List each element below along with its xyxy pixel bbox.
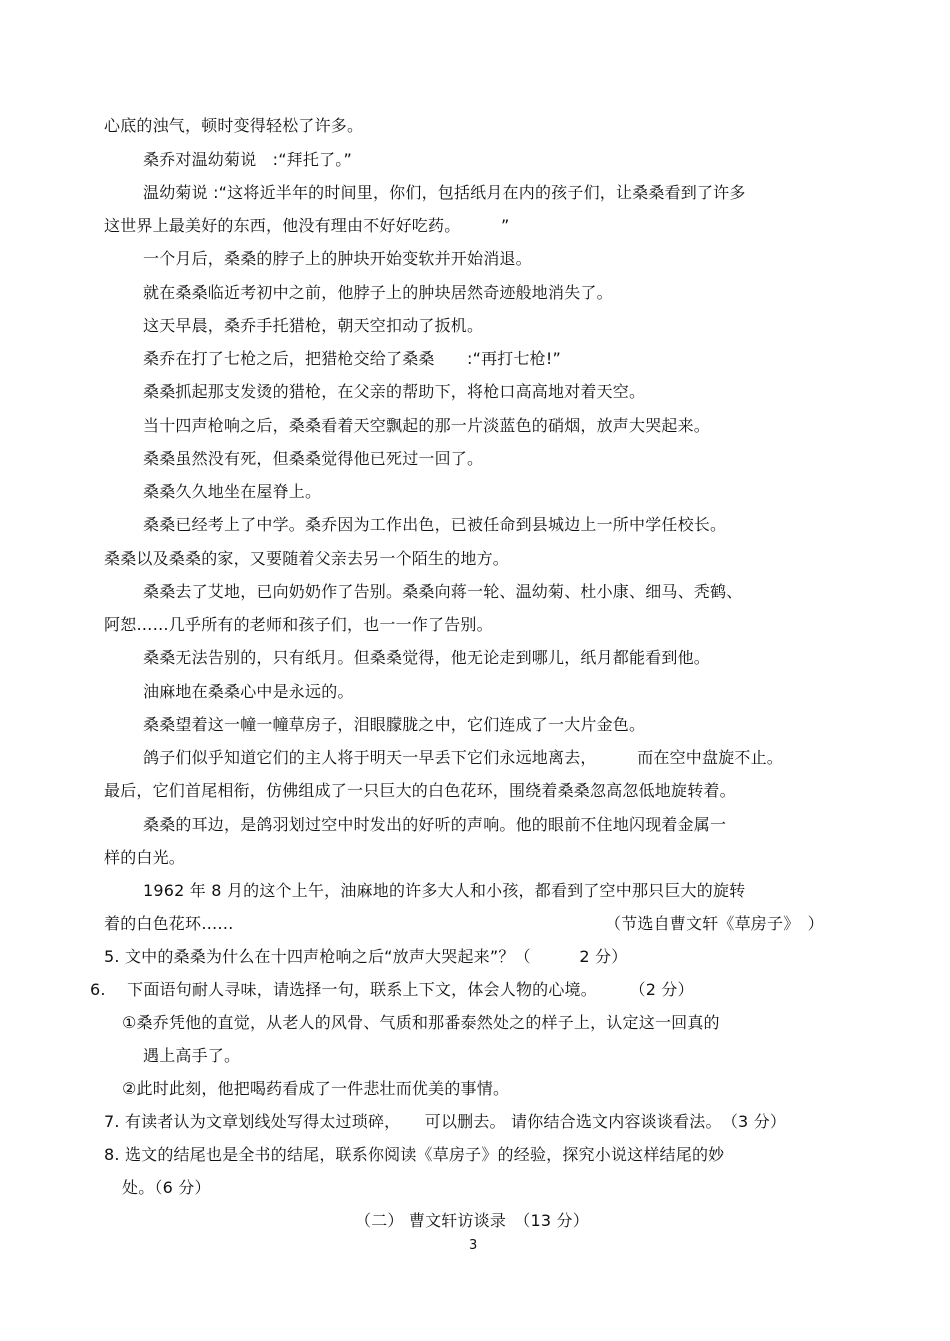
text-line: 桑桑望着这一幢一幢草房子，泪眼朦胧之中，它们连成了一大片金色。 — [143, 715, 646, 734]
text-line: 桑桑以及桑桑的家，又要随着父亲去另一个陌生的地方。 — [104, 549, 510, 568]
text-line: 着的白色花环…… — [104, 914, 234, 933]
question-8: 8. 选文的结尾也是全书的结尾，联系你阅读《草房子》的经验，探究小说这样结尾的妙 — [104, 1145, 725, 1164]
text-line: 鸽子们似乎知道它们的主人将于明天一早丢下它们永远地离去， 而在空中盘旋不止。 — [143, 748, 784, 767]
question-8-cont: 处。（6 分） — [122, 1178, 211, 1197]
question-6: 6. 下面语句耐人寻味，请选择一句，联系上下文，体会人物的心境。 （2 分） — [90, 980, 694, 999]
question-6-option-2: ②此时此刻，他把喝药看成了一件悲壮而优美的事情。 — [122, 1079, 510, 1098]
text-line: 当十四声枪响之后，桑桑看着天空飘起的那一片淡蓝色的硝烟，放声大哭起来。 — [143, 416, 711, 435]
question-7: 7. 有读者认为文章划线处写得太过琐碎， 可以删去。 请你结合选文内容谈谈看法。 （3 分） — [104, 1112, 787, 1131]
text-line: 温幼菊说 :“这将近半年的时间里，你们，包括纸月在内的孩子们，让桑桑看到了许多 — [143, 183, 746, 202]
question-6-option-1-cont: 遇上高手了。 — [143, 1046, 241, 1065]
text-line: 这世界上最美好的东西，他没有理由不好好吃药。 ” — [104, 216, 510, 235]
text-line: 最后，它们首尾相衔，仿佛组成了一只巨大的白色花环，围绕着桑桑忽高忽低地旋转着。 — [104, 781, 736, 800]
text-line: 桑乔在打了七枪之后，把猎枪交给了桑桑 :“再打七枪!” — [143, 349, 561, 368]
text-line: 一个月后，桑桑的脖子上的肿块开始变软并开始消退。 — [143, 249, 532, 268]
text-line: 桑桑久久地坐在屋脊上。 — [143, 482, 322, 501]
text-line: 1962 年 8 月的这个上午，油麻地的许多大人和小孩，都看到了空中那只巨大的旋转 — [143, 881, 746, 900]
text-line: 桑桑已经考上了中学。桑乔因为工作出色，已被任命到县城边上一所中学任校长。 — [143, 515, 727, 534]
text-line: 油麻地在桑桑心中是永远的。 — [143, 682, 354, 701]
question-6-option-1: ①桑乔凭他的直觉，从老人的风骨、气质和那番泰然处之的样子上，认定这一回真的 — [122, 1013, 720, 1032]
section-heading: （二） 曹文轩访谈录 （13 分） — [355, 1211, 589, 1230]
text-line: 这天早晨，桑乔手托猎枪，朝天空扣动了扳机。 — [143, 316, 484, 335]
text-line: 桑桑去了艾地，已向奶奶作了告别。桑桑向蒋一轮、温幼菊、杜小康、细马、秃鹤、 — [143, 582, 743, 601]
text-line: 心底的浊气，顿时变得轻松了许多。 — [104, 116, 364, 135]
text-line: 样的白光。 — [104, 848, 186, 867]
text-line: 桑乔对温幼菊说 :“拜托了。” — [143, 150, 352, 169]
source-citation: （节选自曹文轩《草房子》 ） — [605, 914, 824, 933]
text-line: 就在桑桑临近考初中之前，他脖子上的肿块居然奇迹般地消失了。 — [143, 283, 613, 302]
text-line: 阿恕……几乎所有的老师和孩子们，也一一作了告别。 — [104, 615, 493, 634]
page-number: 3 — [469, 1238, 478, 1253]
question-5: 5. 文中的桑桑为什么在十四声枪响之后“放声大哭起来”？（ 2 分） — [104, 947, 628, 966]
text-line: 桑桑虽然没有死，但桑桑觉得他已死过一回了。 — [143, 449, 484, 468]
text-line: 桑桑抓起那支发烫的猎枪，在父亲的帮助下，将枪口高高地对着天空。 — [143, 382, 646, 401]
text-line: 桑桑无法告别的，只有纸月。但桑桑觉得，他无论走到哪儿，纸月都能看到他。 — [143, 648, 711, 667]
text-line: 桑桑的耳边，是鸽羽划过空中时发出的好听的声响。他的眼前不住地闪现着金属一 — [143, 815, 727, 834]
